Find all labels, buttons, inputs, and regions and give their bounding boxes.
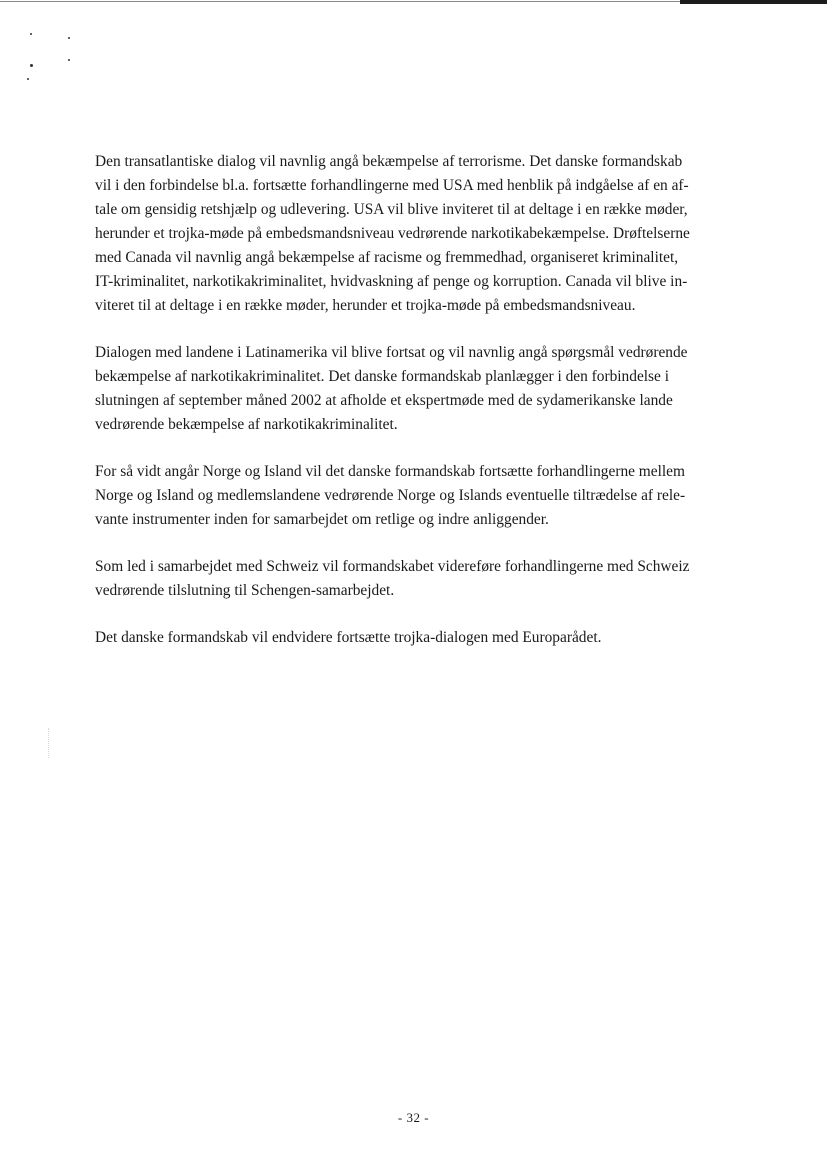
text-line: vante instrumenter inden for samarbejdet om retlige og indre anliggender. — [95, 511, 549, 528]
text-line: vedrørende bekæmpelse af narkotikakriminalitet. — [95, 416, 398, 433]
text-line: Den transatlantiske dialog vil navnlig angå bekæmpelse af terrorisme. Det danske formandskab — [95, 153, 683, 170]
scan-speck — [68, 59, 70, 61]
document-body — [95, 150, 755, 673]
paragraph-council-of-europe — [95, 626, 755, 650]
text-line: Norge og Island og medlemslandene vedrørende Norge og Islands eventuelle tiltrædelse af rele- — [95, 487, 686, 504]
paragraph-transatlantic-dialog — [95, 150, 755, 318]
text-line: vedrørende tilslutning til Schengen-samarbejdet. — [95, 582, 395, 599]
scan-speck — [68, 37, 70, 39]
top-edge-rule — [0, 0, 827, 5]
text-line: For så vidt angår Norge og Island vil det danske formandskab fortsætte forhandlingerne mellem — [95, 463, 685, 480]
text-line: Dialogen med landene i Latinamerika vil blive fortsat og vil navnlig angå spørgsmål vedrørende — [95, 344, 688, 361]
paragraph-latin-america — [95, 341, 755, 437]
text-line: viteret til at deltage i en række møder, herunder et trojka-møde på embedsmandsniveau. — [95, 297, 636, 314]
page-number: - 32 - — [397, 1110, 430, 1125]
scan-speck — [30, 64, 33, 67]
scan-speck — [27, 78, 29, 80]
text-line: IT-kriminalitet, narkotikakriminalitet, hvidvaskning af penge og korruption. Canada vil blive in- — [95, 273, 688, 290]
scan-bleed-mark — [48, 728, 49, 758]
scan-speck — [30, 33, 32, 35]
top-edge-rule-thin — [0, 1, 680, 2]
text-line: tale om gensidig retshjælp og udlevering. USA vil blive inviteret til at deltage i en række møder, — [95, 201, 688, 218]
paragraph-switzerland — [95, 555, 755, 603]
text-line: herunder et trojka-møde på embedsmandsniveau vedrørende narkotikabekæmpelse. Drøftelserne — [95, 225, 690, 242]
paragraph-norway-iceland — [95, 460, 755, 532]
text-line: Det danske formandskab vil endvidere fortsætte trojka-dialogen med Europarådet. — [95, 629, 602, 646]
text-line: Som led i samarbejdet med Schweiz vil formandskabet videreføre forhandlingerne med Schweiz — [95, 558, 690, 575]
text-line: slutningen af september måned 2002 at afholde et ekspertmøde med de sydamerikanske lande — [95, 392, 673, 409]
text-line: med Canada vil navnlig angå bekæmpelse af racisme og fremmedhad, organiseret kriminalitet, — [95, 249, 679, 266]
top-edge-rule-thick — [680, 0, 827, 4]
text-line: vil i den forbindelse bl.a. fortsætte forhandlingerne med USA med henblik på indgåelse af en af- — [95, 177, 689, 194]
text-line: bekæmpelse af narkotikakriminalitet. Det danske formandskab planlægger i den forbindelse i — [95, 368, 669, 385]
